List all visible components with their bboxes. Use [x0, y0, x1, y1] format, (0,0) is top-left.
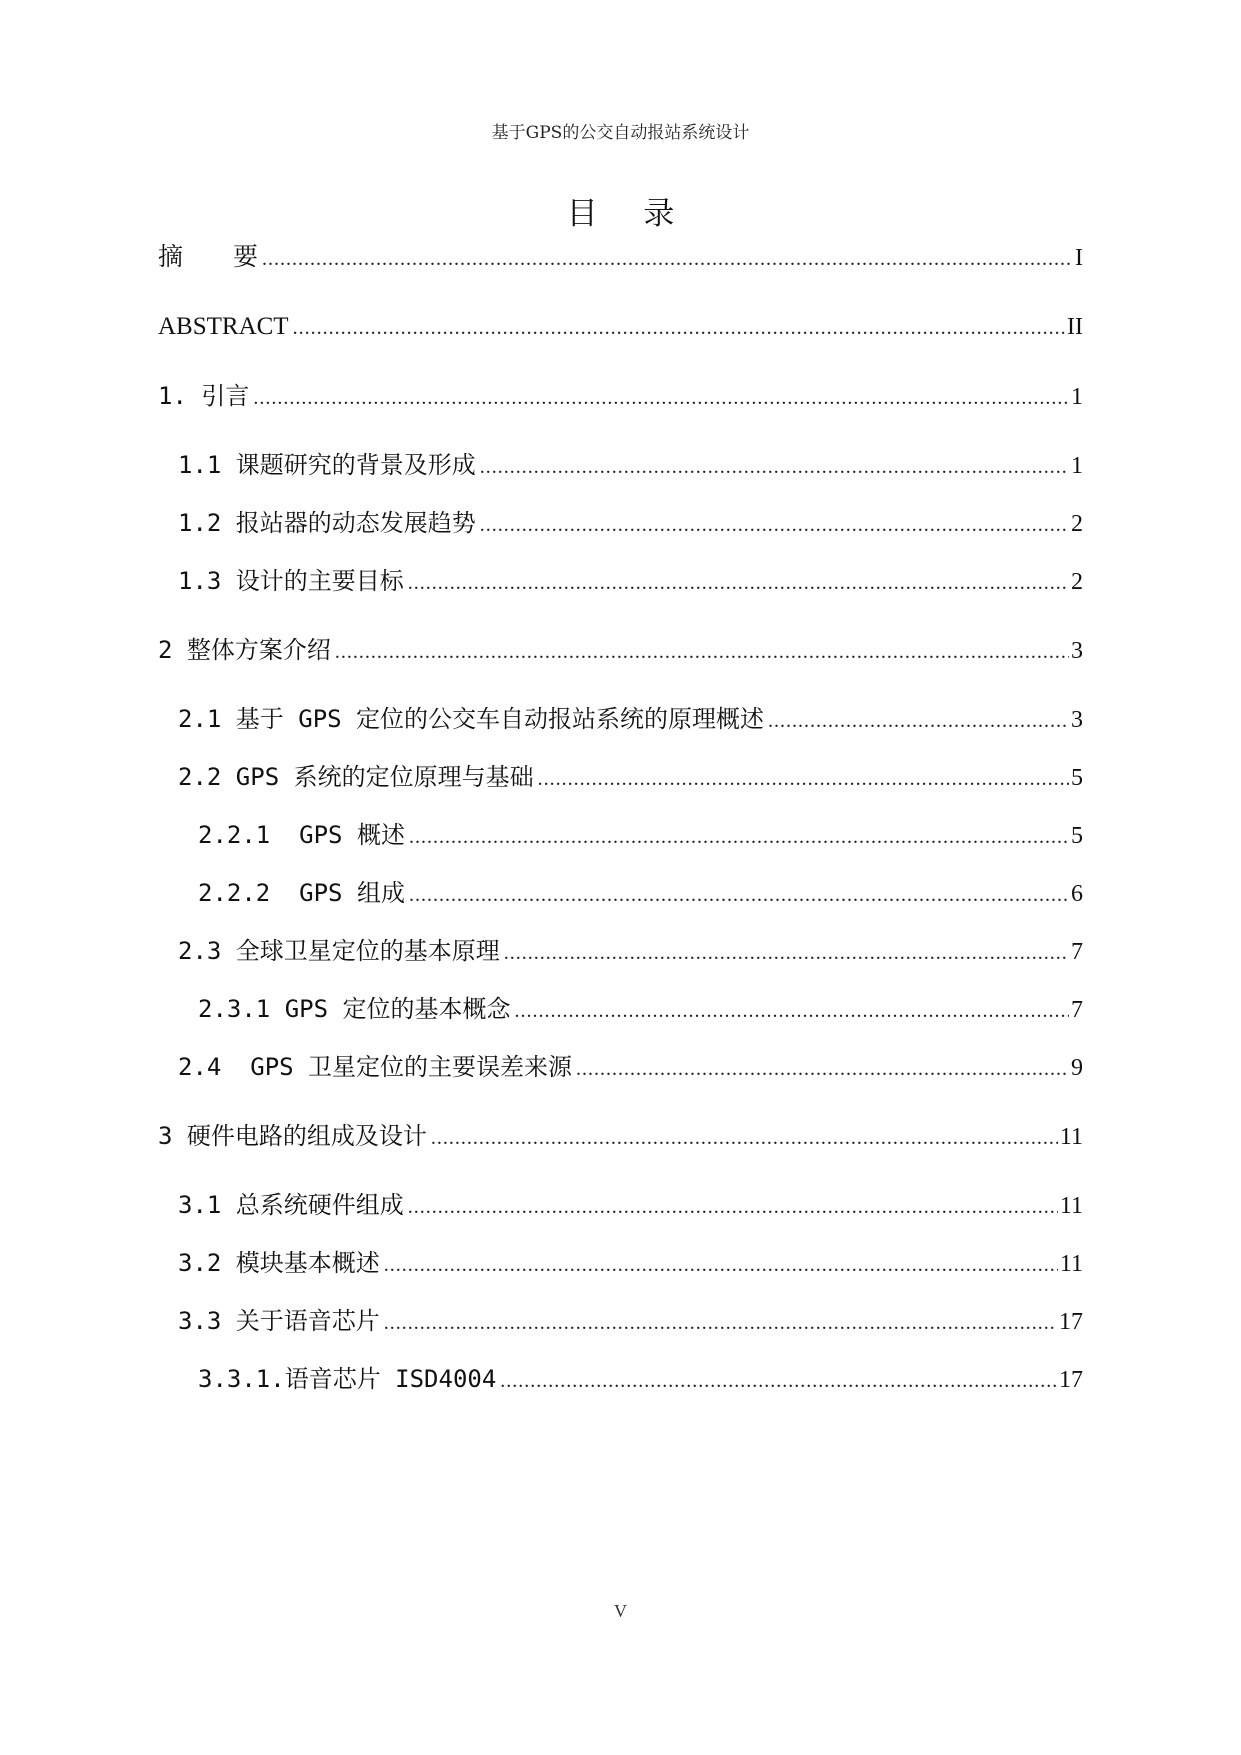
toc-entry-label: ABSTRACT	[158, 313, 289, 340]
toc-entry-label: 3.3 关于语音芯片	[178, 1307, 380, 1335]
toc-entry-page: 17	[1059, 1309, 1083, 1335]
toc-entry-leader	[538, 761, 1069, 797]
toc-entry-leader	[409, 819, 1069, 855]
toc-entry-leader	[384, 1305, 1057, 1341]
toc-entry-leader	[500, 1363, 1057, 1399]
running-header: 基于GPS的公交自动报站系统设计	[491, 123, 750, 143]
toc-entry-page: I	[1075, 245, 1083, 271]
toc-entry-leader	[262, 241, 1073, 277]
toc-entry-leader	[515, 993, 1070, 1029]
toc-entry-label: 2.2.2 GPS 组成	[198, 879, 405, 907]
toc-entry-label: 3 硬件电路的组成及设计	[158, 1122, 427, 1150]
toc-entry-label: 摘 要	[158, 244, 259, 271]
toc-entry-abstract-en[interactable]	[158, 309, 1083, 345]
toc-entry-1[interactable]	[158, 378, 1083, 414]
toc-title-char-2: 录	[643, 196, 675, 232]
toc-entry-label: 1.1 课题研究的背景及形成	[178, 451, 476, 479]
toc-entry-3-3[interactable]	[178, 1303, 1083, 1339]
toc-entry-leader	[384, 1247, 1058, 1283]
toc-entry-page: 17	[1059, 1367, 1083, 1393]
toc-entry-label: 2.1 基于 GPS 定位的公交车自动报站系统的原理概述	[178, 705, 765, 733]
toc-entry-2-3-1[interactable]	[198, 991, 1083, 1027]
toc-entry-leader	[431, 1120, 1058, 1156]
toc-entry-label: 2.4 GPS 卫星定位的主要误差来源	[178, 1053, 573, 1081]
toc-entry-leader	[335, 634, 1069, 670]
toc-entry-label: 1. 引言	[158, 382, 250, 410]
toc-entry-3[interactable]	[158, 1118, 1083, 1154]
toc-entry-label: 3.1 总系统硬件组成	[178, 1191, 404, 1219]
toc-entry-3-1[interactable]	[178, 1187, 1083, 1223]
toc-entry-label: 2 整体方案介绍	[158, 636, 331, 664]
toc-entry-1-3[interactable]	[178, 563, 1083, 599]
toc-entry-page: 9	[1071, 1055, 1083, 1081]
toc-entry-2-1[interactable]	[178, 701, 1083, 737]
toc-entry-leader	[408, 1189, 1058, 1225]
toc-entry-1-1[interactable]	[178, 447, 1083, 483]
toc-entry-page: II	[1067, 314, 1083, 340]
toc-entry-page: 11	[1059, 1124, 1083, 1150]
toc-entry-page: 1	[1071, 453, 1083, 479]
toc-entry-leader	[253, 380, 1069, 416]
footer-page-number: V	[614, 1601, 627, 1621]
toc-entry-page: 6	[1071, 881, 1083, 907]
toc-entry-2-2-1[interactable]	[198, 817, 1083, 853]
toc-entry-page: 5	[1071, 765, 1083, 791]
toc-entry-3-2[interactable]	[178, 1245, 1083, 1281]
toc-entry-page: 3	[1071, 707, 1083, 733]
toc-entry-3-3-1[interactable]	[198, 1361, 1083, 1397]
toc-entry-1-2[interactable]	[178, 505, 1083, 541]
toc-entry-leader	[576, 1051, 1069, 1087]
toc-entry-leader	[409, 877, 1069, 913]
toc-entry-label: 1.3 设计的主要目标	[178, 567, 404, 595]
toc-entry-abstract-cn[interactable]	[158, 240, 1083, 276]
toc-entry-2-4[interactable]	[178, 1049, 1083, 1085]
toc-entry-page: 11	[1059, 1193, 1083, 1219]
toc-entry-label: 2.3 全球卫星定位的基本原理	[178, 937, 500, 965]
toc-entry-label: 2.3.1 GPS 定位的基本概念	[198, 995, 511, 1023]
toc-title-char-1: 目	[566, 196, 598, 232]
toc-entry-page: 5	[1071, 823, 1083, 849]
toc-entry-page: 1	[1071, 384, 1083, 410]
toc-entry-leader	[768, 703, 1069, 739]
toc-entry-page: 2	[1071, 569, 1083, 595]
toc-entry-leader	[480, 449, 1069, 485]
toc-entry-leader	[293, 310, 1065, 346]
toc-entry-2-2[interactable]	[178, 759, 1083, 795]
toc-entry-2-2-2[interactable]	[198, 875, 1083, 911]
toc-entry-2-3[interactable]	[178, 933, 1083, 969]
toc-entry-2[interactable]	[158, 632, 1083, 668]
toc-entry-page: 7	[1071, 997, 1083, 1023]
toc-entry-label: 3.3.1.语音芯片 ISD4004	[198, 1365, 497, 1393]
toc-entry-leader	[480, 507, 1069, 543]
toc-entry-label: 2.2 GPS 系统的定位原理与基础	[178, 763, 534, 791]
toc-entry-label: 3.2 模块基本概述	[178, 1249, 380, 1277]
toc-entry-page: 3	[1071, 638, 1083, 664]
toc-entry-page: 7	[1071, 939, 1083, 965]
toc-entry-leader	[408, 565, 1069, 601]
toc-entry-label: 2.2.1 GPS 概述	[198, 821, 405, 849]
toc-entry-page: 2	[1071, 511, 1083, 537]
toc-entry-page: 11	[1059, 1251, 1083, 1277]
toc-entry-leader	[504, 935, 1069, 971]
toc-entry-label: 1.2 报站器的动态发展趋势	[178, 509, 476, 537]
